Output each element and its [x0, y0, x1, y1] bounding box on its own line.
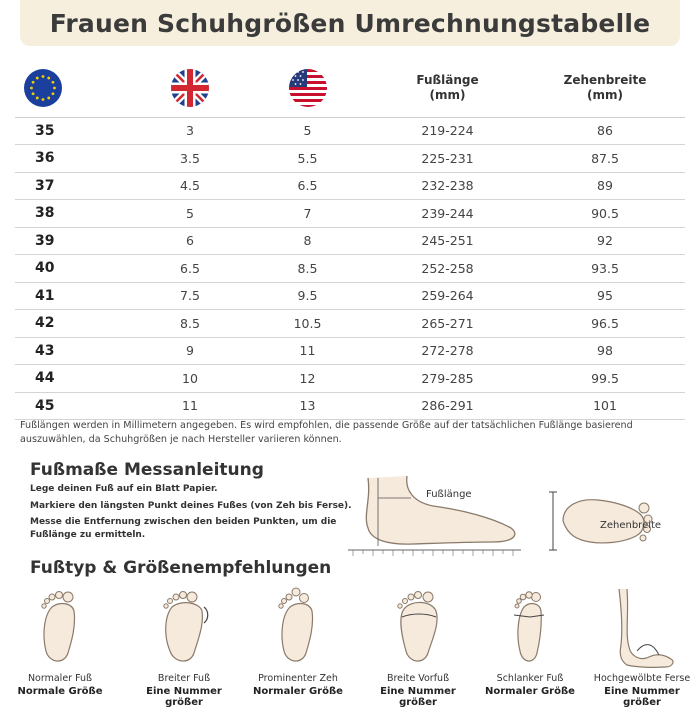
- foot-length-cell: 245-251: [370, 227, 525, 255]
- foot-length-illustration: [343, 470, 525, 558]
- us-size-cell: 8: [245, 227, 370, 255]
- us-size-cell: 13: [245, 392, 370, 420]
- toe-width-cell: 86: [525, 117, 685, 145]
- eu-size-cell: 43: [15, 337, 135, 365]
- foot-type-label: Hochgewölbte Ferse: [593, 673, 691, 684]
- eu-size-cell: 37: [15, 172, 135, 200]
- table-row: [15, 392, 685, 420]
- table-row: [15, 145, 685, 173]
- uk-size-cell: 3: [135, 117, 245, 145]
- toe-width-header-label: Zehenbreite: [563, 73, 647, 88]
- size-recommendation: Normaler Größe: [253, 686, 343, 697]
- eu-flag-icon: [23, 68, 63, 108]
- table-header-row: [15, 60, 685, 117]
- toe-width-cell: 95: [525, 282, 685, 310]
- uk-size-cell: 10: [135, 365, 245, 393]
- foot-length-cell: 219-224: [370, 117, 525, 145]
- title-banner: [20, 0, 680, 46]
- foot-type-label: Normaler Fuß: [27, 673, 93, 684]
- uk-size-cell: 11: [135, 392, 245, 420]
- toe-width-cell: 93.5: [525, 255, 685, 283]
- eu-size-cell: 35: [15, 117, 135, 145]
- eu-size-cell: 41: [15, 282, 135, 310]
- eu-size-cell: 38: [15, 200, 135, 228]
- foot-type-heading: Fußtyp & Größenempfehlungen: [30, 558, 332, 578]
- uk-size-cell: 5: [135, 200, 245, 228]
- uk-size-cell: 6.5: [135, 255, 245, 283]
- us-size-cell: 9.5: [245, 282, 370, 310]
- uk-column-header: [135, 60, 245, 117]
- us-size-cell: 8.5: [245, 255, 370, 283]
- toe-width-label: Zehenbreite: [600, 520, 662, 531]
- size-recommendation: Normaler Größe: [485, 686, 575, 697]
- foot-type-card: [360, 585, 476, 708]
- table-row: [15, 310, 685, 338]
- page-title: Frauen Schuhgrößen Umrechnungstabelle: [49, 8, 651, 38]
- us-size-cell: 11: [245, 337, 370, 365]
- foot-type-label: Prominenter Zeh: [258, 673, 338, 684]
- measure-step-3: Messe die Entfernung zwischen den beiden Punkten, um die Fußlänge zu ermitteln.: [30, 517, 337, 540]
- foot-type-card: [126, 585, 242, 708]
- us-size-cell: 7: [245, 200, 370, 228]
- us-column-header: [245, 60, 370, 117]
- eu-size-cell: 39: [15, 227, 135, 255]
- high-arch-foot-icon: [607, 585, 677, 673]
- uk-flag-icon: [170, 68, 210, 108]
- eu-column-header: [15, 60, 135, 117]
- size-recommendation: Eine Nummer größer: [380, 686, 456, 708]
- foot-type-label: Schlanker Fuß: [496, 673, 564, 684]
- measure-guide-heading: Fußmaße Messanleitung: [30, 460, 264, 480]
- foot-length-label: Fußlänge: [426, 489, 472, 500]
- table-row: [15, 365, 685, 393]
- foot-sole-icon: [30, 585, 90, 673]
- toe-width-cell: 98: [525, 337, 685, 365]
- foot-length-cell: 252-258: [370, 255, 525, 283]
- eu-size-cell: 44: [15, 365, 135, 393]
- foot-type-card: [472, 585, 588, 700]
- size-recommendation: Eine Nummer größer: [604, 686, 680, 708]
- table-row: [15, 200, 685, 228]
- measure-step-2: Markiere den längsten Punkt deines Fußes (von Zeh bis Ferse).: [30, 501, 352, 511]
- foot-length-header-label: Fußlänge: [416, 73, 479, 88]
- foot-type-label: Breiter Fuß: [157, 673, 211, 684]
- wide-forefoot-icon: [388, 585, 448, 673]
- eu-size-cell: 36: [15, 145, 135, 173]
- toe-width-cell: 99.5: [525, 365, 685, 393]
- foot-length-cell: 265-271: [370, 310, 525, 338]
- foot-length-column-header: [370, 60, 525, 117]
- table-row: [15, 117, 685, 145]
- size-recommendation: Normale Größe: [17, 686, 103, 697]
- foot-length-cell: 286-291: [370, 392, 525, 420]
- toe-width-cell: 96.5: [525, 310, 685, 338]
- toe-width-column-header: [525, 60, 685, 117]
- toe-width-cell: 92: [525, 227, 685, 255]
- table-row: [15, 227, 685, 255]
- foot-type-card: [2, 585, 118, 700]
- uk-size-cell: 7.5: [135, 282, 245, 310]
- toe-width-cell: 101: [525, 392, 685, 420]
- uk-size-cell: 4.5: [135, 172, 245, 200]
- uk-size-cell: 6: [135, 227, 245, 255]
- eu-size-cell: 42: [15, 310, 135, 338]
- foot-type-card: [240, 585, 356, 700]
- us-size-cell: 12: [245, 365, 370, 393]
- toe-width-cell: 87.5: [525, 145, 685, 173]
- table-row: [15, 255, 685, 283]
- eu-size-cell: 45: [15, 392, 135, 420]
- toe-width-cell: 90.5: [525, 200, 685, 228]
- us-size-cell: 6.5: [245, 172, 370, 200]
- uk-size-cell: 9: [135, 337, 245, 365]
- foot-type-label: Breite Vorfuß: [386, 673, 450, 684]
- foot-length-cell: 232-238: [370, 172, 525, 200]
- size-conversion-table: [15, 60, 685, 420]
- us-flag-icon: [288, 68, 328, 108]
- us-size-cell: 5: [245, 117, 370, 145]
- us-size-cell: 5.5: [245, 145, 370, 173]
- measurement-footnote: Fußlängen werden in Millimetern angegeben. Es wird empfohlen, die passende Größe auf der tatsächlichen Fußlänge basierend auszuwählen, da Schuhgrößen je nach Hersteller variieren können.: [20, 420, 633, 445]
- slim-foot-icon: [500, 585, 560, 673]
- foot-length-header-unit: (mm): [429, 88, 466, 103]
- foot-length-cell: 272-278: [370, 337, 525, 365]
- toe-width-cell: 89: [525, 172, 685, 200]
- foot-type-card: [584, 585, 700, 708]
- table-row: [15, 337, 685, 365]
- measure-step-1: Lege deinen Fuß auf ein Blatt Papier.: [30, 484, 218, 494]
- table-row: [15, 282, 685, 310]
- wide-foot-icon: [154, 585, 214, 673]
- foot-length-cell: 225-231: [370, 145, 525, 173]
- foot-length-cell: 259-264: [370, 282, 525, 310]
- uk-size-cell: 3.5: [135, 145, 245, 173]
- foot-length-cell: 279-285: [370, 365, 525, 393]
- size-recommendation: Eine Nummer größer: [146, 686, 222, 708]
- table-row: [15, 172, 685, 200]
- uk-size-cell: 8.5: [135, 310, 245, 338]
- eu-size-cell: 40: [15, 255, 135, 283]
- toe-width-header-unit: (mm): [587, 88, 623, 103]
- us-size-cell: 10.5: [245, 310, 370, 338]
- foot-length-cell: 239-244: [370, 200, 525, 228]
- prominent-toe-icon: [268, 585, 328, 673]
